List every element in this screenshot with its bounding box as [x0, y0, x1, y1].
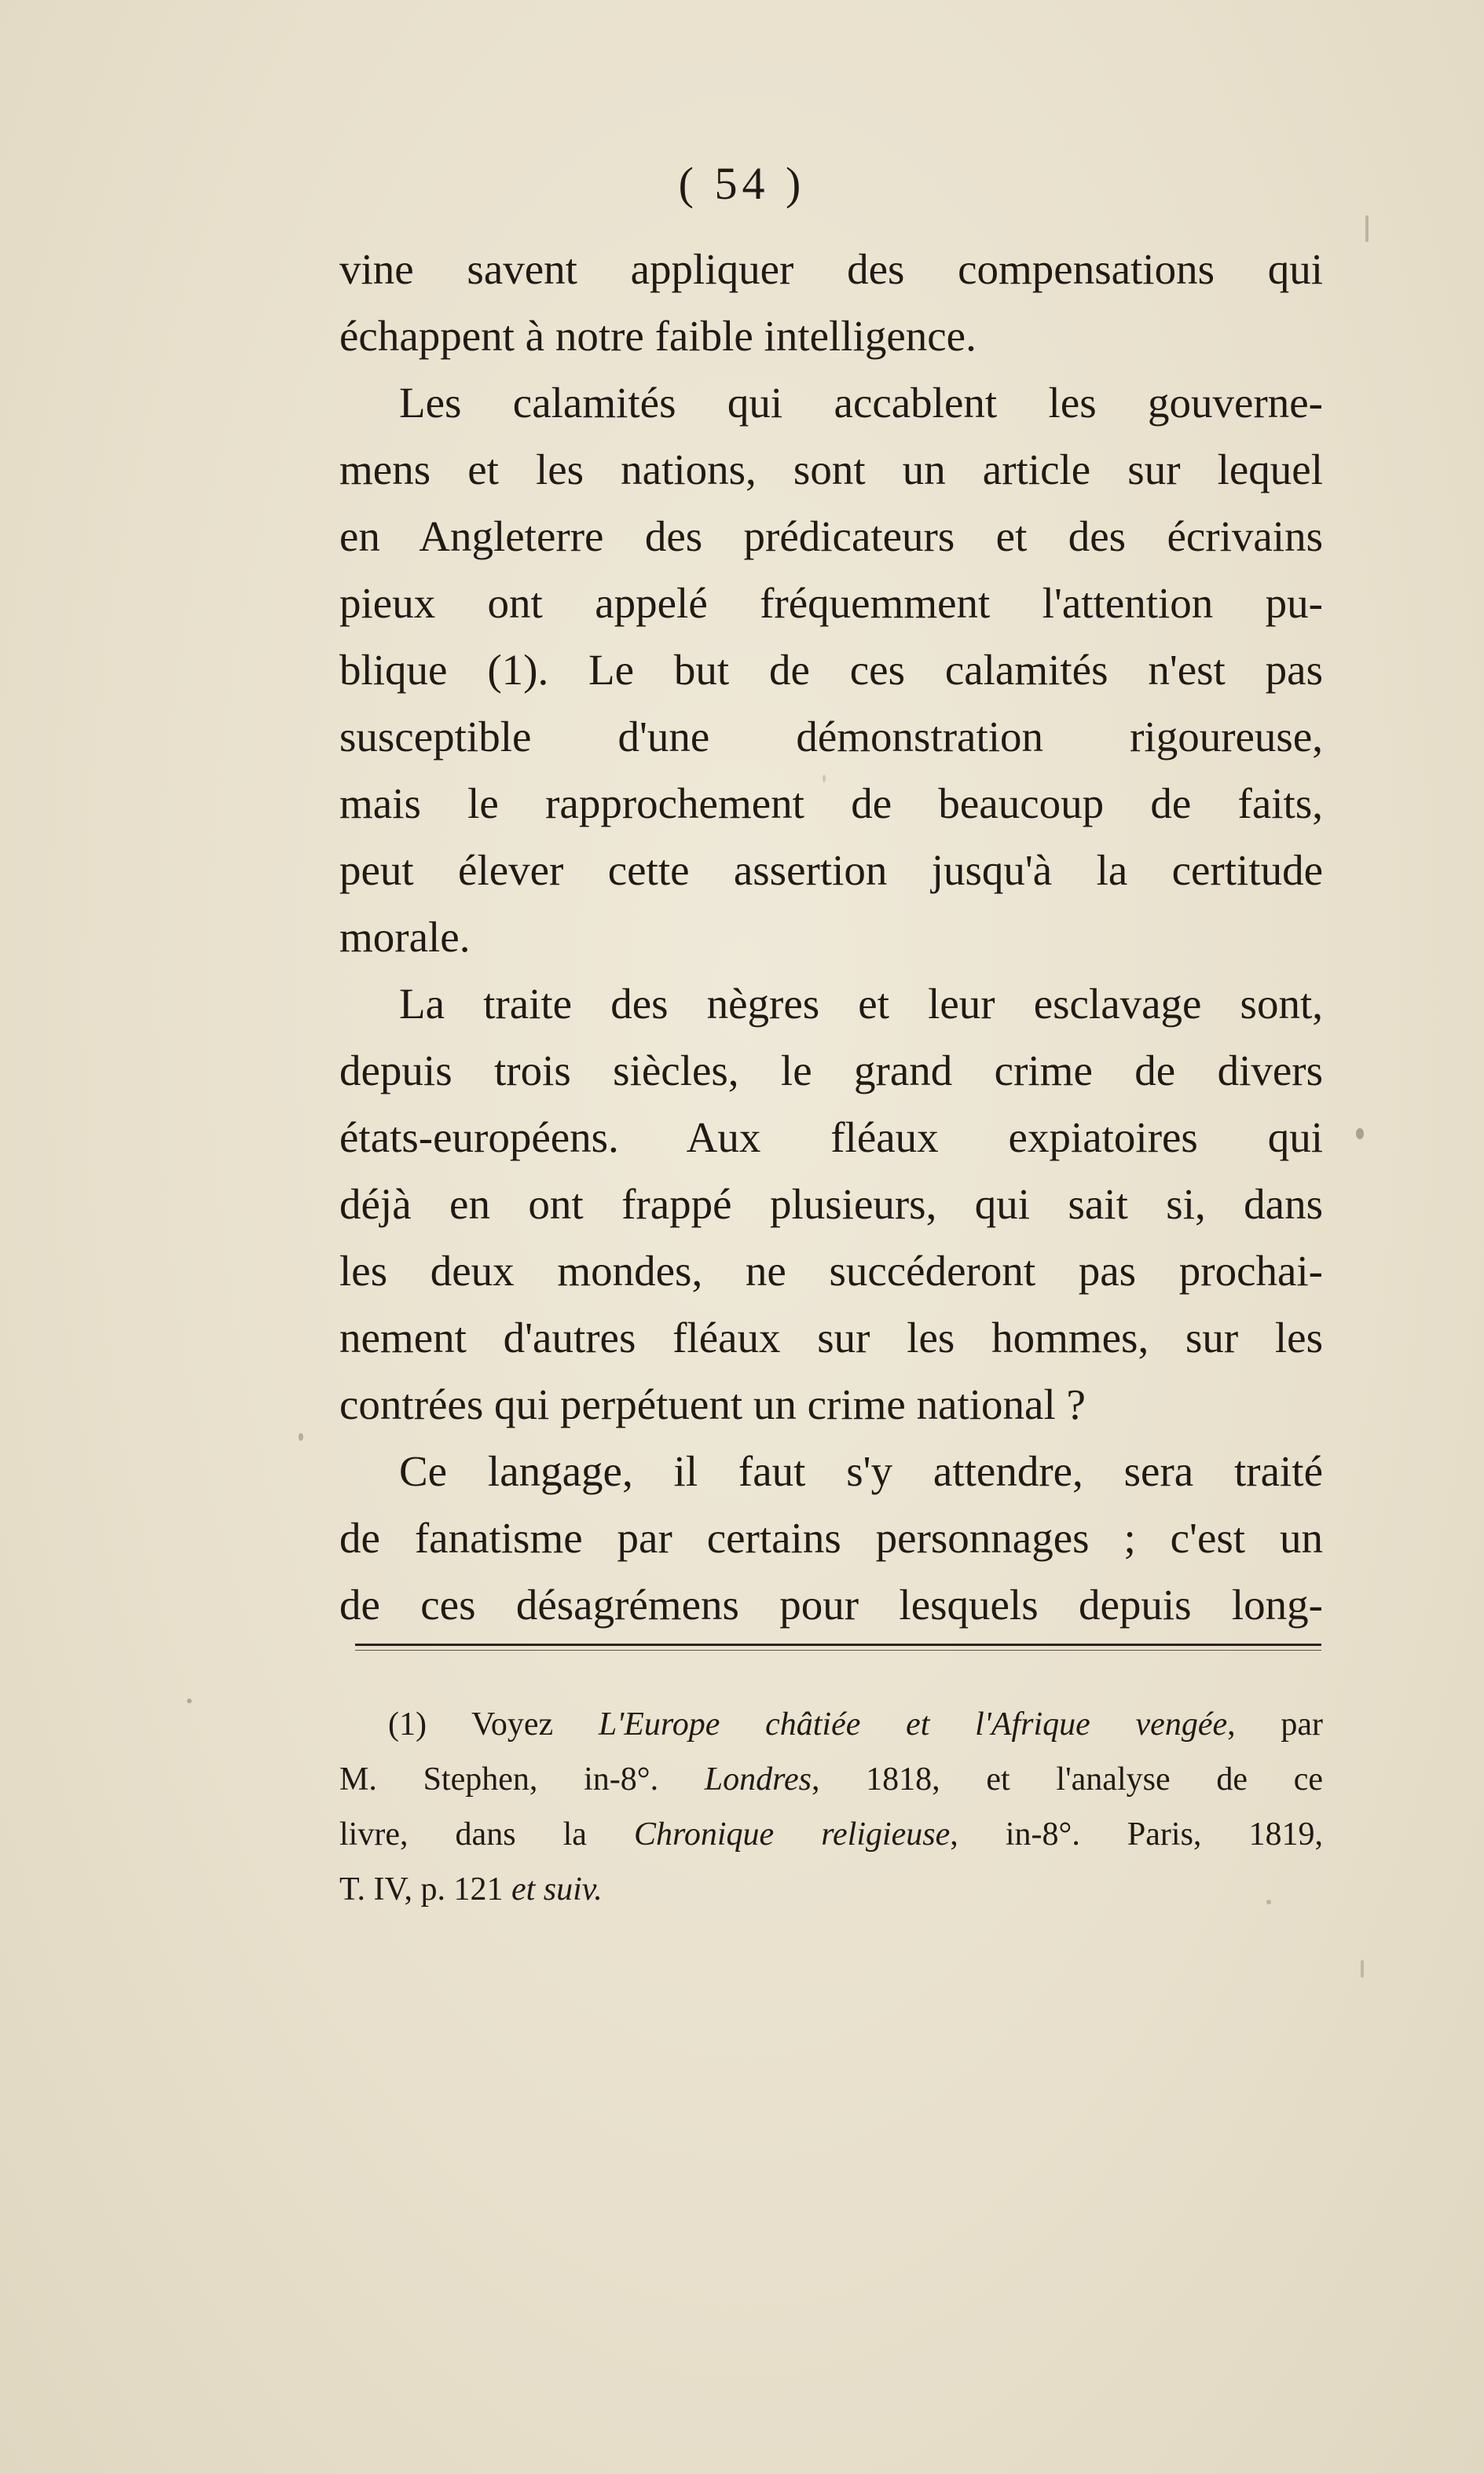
text-line: morale.	[339, 913, 471, 961]
footnote-text: (1) Voyez	[388, 1706, 599, 1743]
text-line: états-européens. Aux fléaux expiatoires qui	[339, 1113, 1323, 1161]
footnote-line	[339, 1697, 1323, 1752]
text-line: Ce langage, il faut s'y attendre, sera traité	[399, 1447, 1323, 1495]
text-line: déjà en ont frappé plusieurs, qui sait si, dans	[339, 1180, 1323, 1228]
text-line: susceptible d'une démonstration rigoureuse,	[339, 713, 1323, 761]
text-line: depuis trois siècles, le grand crime de divers	[339, 1046, 1323, 1094]
text-line: Les calamités qui accablent les gouverne-	[399, 379, 1323, 427]
footnote-line	[339, 1807, 1323, 1862]
text-line: blique (1). Le but de ces calamités n'est pas	[339, 646, 1323, 694]
text-line: pieux ont appelé fréquemment l'attention pu-	[339, 579, 1323, 627]
footnote-text: M. Stephen, in-8°.	[339, 1761, 705, 1798]
text-line: mais le rapprochement de beaucoup de faits,	[339, 779, 1323, 827]
paper-speck	[1266, 1900, 1271, 1904]
footnote-text: , par	[1227, 1706, 1323, 1743]
text-line: de fanatisme par certains personnages ; c'est un	[339, 1514, 1323, 1562]
paper-speck	[1365, 215, 1369, 242]
text-line: échappent à notre faible intelligence.	[339, 312, 977, 360]
footnote-italic-journal: Chronique religieuse	[634, 1816, 951, 1853]
footnote-italic-place: Londres	[704, 1761, 812, 1798]
footnote-text: livre, dans la	[339, 1816, 635, 1853]
paper-speck	[187, 1699, 192, 1703]
footnote-line	[339, 1862, 1323, 1917]
paper-speck	[1361, 1960, 1364, 1977]
text-line: en Angleterre des prédicateurs et des écrivains	[339, 512, 1323, 560]
footnote-text: , in-8°. Paris, 1819,	[950, 1816, 1324, 1853]
footnote-italic-title: L'Europe châtiée et l'Afrique vengée	[598, 1706, 1228, 1743]
footnote-line	[339, 1752, 1323, 1807]
footnote-text: , 1818, et l'analyse de ce	[811, 1761, 1323, 1798]
footnote-text: T. IV, p. 121	[339, 1871, 511, 1908]
paper-speck	[299, 1433, 303, 1441]
text-line: peut élever cette assertion jusqu'à la certitude	[339, 846, 1323, 894]
text-line: mens et les nations, sont un article sur lequel	[339, 445, 1323, 493]
text-line: les deux mondes, ne succéderont pas prochai-	[339, 1247, 1323, 1295]
text-line: contrées qui perpétuent un crime national ?	[339, 1380, 1086, 1428]
paper-speck	[1356, 1128, 1364, 1139]
footnote-rule	[355, 1644, 1321, 1646]
body-text	[339, 236, 1323, 1638]
footnote	[339, 1697, 1323, 1917]
footnote-italic-suiv: et suiv.	[511, 1871, 603, 1908]
text-line: nement d'autres fléaux sur les hommes, sur les	[339, 1314, 1323, 1362]
paper-speck	[823, 775, 826, 783]
text-line: vine savent appliquer des compensations qui	[339, 245, 1323, 293]
text-line: de ces désagrémens pour lesquels depuis long-	[339, 1581, 1323, 1629]
page-number: ( 54 )	[678, 158, 806, 209]
footnote-rule-thin	[355, 1650, 1321, 1651]
text-line: La traite des nègres et leur esclavage sont,	[399, 980, 1323, 1028]
